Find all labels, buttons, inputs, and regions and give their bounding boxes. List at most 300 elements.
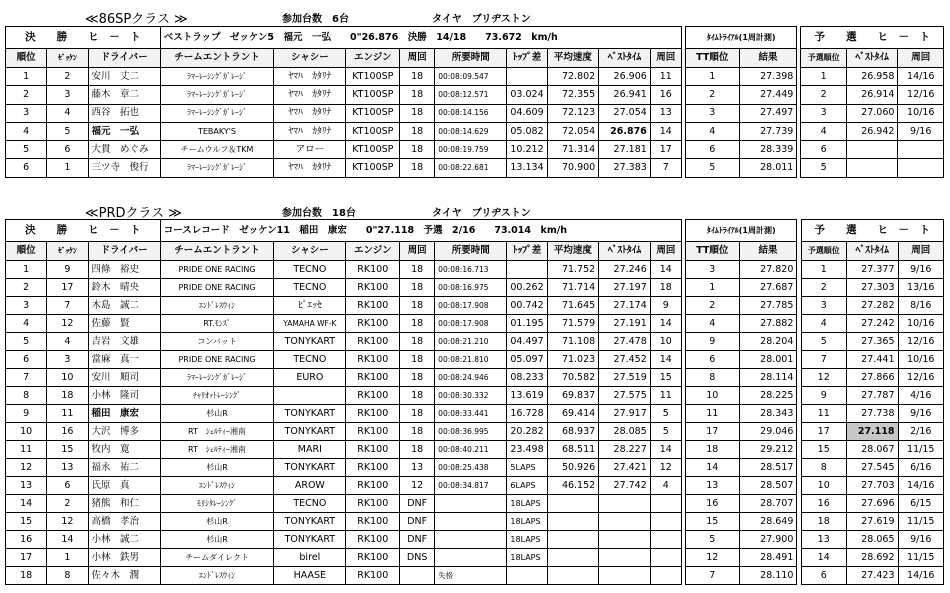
table-cell: 10 — [801, 477, 846, 495]
table-cell: 11/15 — [898, 513, 944, 531]
table-cell: 9 — [685, 333, 739, 351]
table-cell: 27.619 — [846, 513, 898, 531]
table-cell: TONYKART — [274, 513, 346, 531]
table-cell: 18 — [47, 387, 88, 405]
table-cell: 26.914 — [846, 86, 898, 104]
table-cell: RK100 — [346, 387, 400, 405]
table-cell: 27.054 — [599, 104, 651, 122]
table-cell: ｴﾝﾄﾞﾚｽｳｨﾝ — [160, 477, 273, 495]
table-cell: TECNO — [274, 279, 346, 297]
table-cell: 9/16 — [898, 405, 944, 423]
table-cell: RK100 — [346, 567, 400, 585]
table-cell: 00:08:14.629 — [435, 122, 507, 140]
table-cell: 5 — [685, 531, 739, 549]
table-row — [6, 477, 944, 495]
table-cell: 3 — [6, 104, 47, 122]
table-cell: 04.497 — [507, 333, 547, 351]
table-cell: 杉山R — [160, 513, 273, 531]
table-cell: 28.692 — [846, 549, 898, 567]
table-cell: TEBAKY'S — [160, 122, 274, 140]
table-cell — [507, 261, 547, 279]
table-cell: 28.067 — [846, 441, 898, 459]
table-cell: 1 — [685, 68, 739, 86]
column-header: 周回 — [898, 49, 944, 68]
table-cell: 7 — [650, 159, 681, 177]
table-cell: 27.738 — [846, 405, 898, 423]
table-cell: コンバット — [160, 333, 273, 351]
column-header: 周回 — [650, 242, 681, 261]
table-cell: 00:08:36.995 — [435, 423, 507, 441]
table-cell: 05.082 — [507, 122, 547, 140]
table-row — [6, 549, 944, 567]
table-cell: ﾗﾏｰﾚｰｼﾝｸﾞｶﾞﾚｰｼﾞ — [160, 369, 273, 387]
section-title: ≪86SPクラス ≫ — [85, 12, 188, 27]
table-cell: 00:08:12.571 — [435, 86, 507, 104]
table-cell: 大沢 博多 — [88, 423, 160, 441]
table-cell: 18LAPS — [507, 495, 547, 513]
table-cell: 26.942 — [846, 122, 898, 140]
table-cell: 28.065 — [846, 531, 898, 549]
table-cell: 27.191 — [599, 315, 651, 333]
banner-heat: 予 選 ヒ － ト — [801, 220, 943, 242]
banner-info: ベストラップ ゼッケン5 福元 一弘 0"26.876 決勝 14/18 73.672 km/h — [160, 27, 681, 49]
table-row — [6, 86, 944, 104]
table-cell: 00:08:19.759 — [435, 141, 507, 159]
table-cell: 27.181 — [599, 141, 651, 159]
table-cell: 00:08:09.547 — [435, 68, 507, 86]
table-cell: 11 — [650, 68, 681, 86]
table-cell: 8/16 — [898, 297, 944, 315]
table-cell: 小林 隆司 — [88, 387, 160, 405]
table-cell: 鈴木 晴央 — [88, 279, 160, 297]
table-row — [6, 387, 944, 405]
table-cell: 1 — [6, 68, 47, 86]
table-cell: 6/15 — [898, 495, 944, 513]
table-cell: 71.714 — [547, 279, 599, 297]
table-cell: 20.282 — [507, 423, 547, 441]
table-cell: 27.917 — [599, 405, 651, 423]
table-cell: 12 — [650, 459, 681, 477]
table-cell: YAMAHA WF-K — [274, 315, 346, 333]
table-cell: 27.742 — [599, 477, 651, 495]
table-cell: 吉岩 文雄 — [88, 333, 160, 351]
table-cell: 6 — [47, 477, 88, 495]
table-cell: 28.517 — [739, 459, 797, 477]
table-cell: KT100SP — [346, 122, 400, 140]
table-cell: 5 — [47, 122, 88, 140]
table-row — [6, 495, 944, 513]
table-cell: 小林 誠二 — [88, 531, 160, 549]
table-cell: 16 — [650, 86, 681, 104]
table-row — [6, 369, 944, 387]
table-cell: 00:08:17.908 — [435, 315, 507, 333]
table-cell: 福永 祐二 — [88, 459, 160, 477]
table-cell: RK100 — [346, 405, 400, 423]
table-cell: 7 — [685, 567, 739, 585]
table-cell: 11 — [650, 387, 681, 405]
column-header: 予選順位 — [801, 49, 846, 68]
table-cell: 13 — [6, 477, 47, 495]
table-row — [6, 351, 944, 369]
table-cell: チームダイレクト — [160, 549, 273, 567]
table-cell: 27.197 — [599, 279, 651, 297]
table-cell: 00:08:21.210 — [435, 333, 507, 351]
table-cell: 木島 誠二 — [88, 297, 160, 315]
table-cell: ﾗﾏｰﾚｰｼﾝｸﾞｶﾞﾚｰｼﾞ — [160, 86, 274, 104]
column-header: 平均速度 — [547, 49, 599, 68]
table-cell: 27.441 — [846, 351, 898, 369]
table-cell: 27.882 — [739, 315, 797, 333]
table-cell: 04.609 — [507, 104, 547, 122]
table-cell: 70.582 — [547, 369, 599, 387]
column-header: 周回 — [400, 242, 435, 261]
table-cell: 26.876 — [599, 122, 651, 140]
table-cell: 4 — [685, 315, 739, 333]
table-row — [6, 297, 944, 315]
table-cell: 00:08:33.441 — [435, 405, 507, 423]
table-cell: 5 — [650, 423, 681, 441]
table-cell: AROW — [274, 477, 346, 495]
table-cell: 15 — [801, 441, 846, 459]
table-cell: 27.242 — [846, 315, 898, 333]
table-cell: 50.926 — [547, 459, 599, 477]
table-cell: 05.097 — [507, 351, 547, 369]
table-cell: ｴﾝﾄﾞﾚｽｳｨﾝ — [160, 297, 273, 315]
table-cell: 5 — [6, 141, 47, 159]
table-cell: 5 — [6, 333, 47, 351]
table-cell — [599, 513, 651, 531]
table-cell: 12 — [47, 315, 88, 333]
table-row — [6, 405, 944, 423]
table-row — [6, 441, 944, 459]
table-cell: 70.900 — [547, 159, 599, 177]
table-cell: 10 — [6, 423, 47, 441]
table-cell: RK100 — [346, 549, 400, 567]
table-cell: 稲田 康宏 — [88, 405, 160, 423]
banner-row — [6, 220, 944, 242]
table-cell: 小林 鉄男 — [88, 549, 160, 567]
table-cell: 16 — [47, 423, 88, 441]
table-cell: 9 — [650, 297, 681, 315]
column-header: 予選順位 — [801, 242, 846, 261]
table-row — [6, 261, 944, 279]
column-header: 所要時間 — [435, 49, 507, 68]
table-cell: RK100 — [346, 333, 400, 351]
table-cell: TONYKART — [274, 405, 346, 423]
table-cell: 28.114 — [739, 369, 797, 387]
table-cell: 28.491 — [739, 549, 797, 567]
table-cell: KT100SP — [346, 68, 400, 86]
column-header: ﾄｯﾌﾟ差 — [507, 49, 547, 68]
table-cell: 4 — [47, 104, 88, 122]
table-cell: 27.687 — [739, 279, 797, 297]
table-cell: 6LAPS — [507, 477, 547, 495]
table-cell: 17 — [6, 549, 47, 567]
column-header: 周回 — [400, 49, 435, 68]
table-cell: 14 — [650, 261, 681, 279]
table-row — [6, 141, 944, 159]
column-header: エンジン — [346, 242, 400, 261]
table-cell: 69.414 — [547, 405, 599, 423]
table-cell: 藤木 章二 — [88, 86, 160, 104]
table-cell: 27.703 — [846, 477, 898, 495]
table-cell: 00:08:21.810 — [435, 351, 507, 369]
table-cell: 18 — [801, 513, 846, 531]
table-cell: 03.024 — [507, 86, 547, 104]
table-cell: 18 — [400, 68, 435, 86]
table-cell: RK100 — [346, 441, 400, 459]
table-cell: 28.011 — [739, 159, 797, 177]
table-cell: 5 — [650, 405, 681, 423]
table-cell: 27.365 — [846, 333, 898, 351]
table-cell: 15 — [650, 369, 681, 387]
table-cell: 11 — [801, 405, 846, 423]
table-cell: 27.421 — [599, 459, 651, 477]
table-cell: 28.339 — [739, 141, 797, 159]
table-cell: TONYKART — [274, 459, 346, 477]
table-cell: 3 — [801, 297, 846, 315]
table-cell: ﾗﾏｰﾚｰｼﾝｸﾞｶﾞﾚｰｼﾞ — [160, 104, 274, 122]
entrant-count: 参加台数 18台 — [282, 208, 356, 219]
table-cell: 71.023 — [547, 351, 599, 369]
table-cell: DNS — [400, 549, 435, 567]
tire-label: タイヤ ブリヂストン — [432, 14, 531, 25]
table-cell: 1 — [47, 549, 88, 567]
table-cell: 大貫 めぐみ — [88, 141, 160, 159]
column-header: ﾍﾞｽﾄﾀｲﾑ — [599, 49, 651, 68]
table-cell: RT ｼｪﾙﾃｨｰ湘南 — [160, 423, 273, 441]
table-cell: 7 — [47, 297, 88, 315]
table-cell: 18 — [400, 159, 435, 177]
table-cell: 16 — [685, 495, 739, 513]
table-cell: 18 — [400, 279, 435, 297]
table-cell: TECNO — [274, 261, 346, 279]
table-cell: 12 — [47, 513, 88, 531]
table-cell: 00:08:16.975 — [435, 279, 507, 297]
table-cell: 18LAPS — [507, 531, 547, 549]
table-cell: 00:08:22.681 — [435, 159, 507, 177]
table-cell: 27.478 — [599, 333, 651, 351]
table-cell: 6 — [801, 141, 846, 159]
column-header: TT順位 — [685, 242, 739, 261]
table-cell: 11 — [47, 405, 88, 423]
table-cell: 26.941 — [599, 86, 651, 104]
table-cell — [435, 495, 507, 513]
table-cell: 1 — [685, 279, 739, 297]
table-cell: 72.355 — [547, 86, 599, 104]
table-cell: 3 — [801, 104, 846, 122]
table-cell: TECNO — [274, 351, 346, 369]
table-cell: 72.123 — [547, 104, 599, 122]
table-cell: 10.212 — [507, 141, 547, 159]
table-cell: 23.498 — [507, 441, 547, 459]
table-cell: 2/16 — [898, 423, 944, 441]
table-cell: 5 — [801, 333, 846, 351]
table-cell: 杉山R — [160, 531, 273, 549]
table-cell: 14 — [650, 315, 681, 333]
table-cell: RK100 — [346, 495, 400, 513]
table-cell — [547, 567, 599, 585]
table-cell — [898, 159, 944, 177]
table-row — [6, 159, 944, 177]
table-cell: 當麻 真一 — [88, 351, 160, 369]
table-cell: RK100 — [346, 459, 400, 477]
column-header: シャシー — [274, 49, 346, 68]
table-cell: 27.246 — [599, 261, 651, 279]
table-cell: ﾗﾏｰﾚｰｼﾝｸﾞｶﾞﾚｰｼﾞ — [160, 159, 274, 177]
table-cell: 3 — [47, 351, 88, 369]
table-cell: 27.377 — [846, 261, 898, 279]
table-cell: 28.227 — [599, 441, 651, 459]
table-cell — [400, 567, 435, 585]
column-header: ドライバー — [88, 49, 160, 68]
table-cell: 16.728 — [507, 405, 547, 423]
column-header: ｾﾞｯｹﾝ — [47, 49, 88, 68]
table-cell: 27.452 — [599, 351, 651, 369]
table-cell: 71.314 — [547, 141, 599, 159]
column-header: ｾﾞｯｹﾝ — [47, 242, 88, 261]
table-cell: 11 — [685, 405, 739, 423]
table-cell: 10 — [47, 369, 88, 387]
table-cell: RK100 — [346, 369, 400, 387]
table-cell: 18 — [400, 122, 435, 140]
table-cell: 3 — [47, 86, 88, 104]
table-cell: 68.937 — [547, 423, 599, 441]
table-cell: PRIDE ONE RACING — [160, 279, 273, 297]
table-cell: 71.108 — [547, 333, 599, 351]
table-cell: 4 — [801, 122, 846, 140]
banner-main: 決 勝 ヒ － ト — [6, 27, 161, 49]
table-cell: 2 — [801, 279, 846, 297]
table-cell: DNF — [400, 531, 435, 549]
table-cell: 2 — [685, 86, 739, 104]
table-cell: 00:08:40.211 — [435, 441, 507, 459]
table-cell: 15 — [47, 441, 88, 459]
table-cell: EURO — [274, 369, 346, 387]
table-cell: ｴﾝﾄﾞﾚｽｳｨﾝ — [160, 567, 273, 585]
table-cell: 14/16 — [898, 477, 944, 495]
table-cell: 5 — [801, 159, 846, 177]
table-cell: 7 — [801, 351, 846, 369]
table-cell: 14 — [6, 495, 47, 513]
table-cell — [599, 495, 651, 513]
table-cell: 00.742 — [507, 297, 547, 315]
column-header: 周回 — [650, 49, 681, 68]
table-cell: 18 — [400, 333, 435, 351]
table-cell: 28.001 — [739, 351, 797, 369]
table-cell: 27.785 — [739, 297, 797, 315]
table-cell — [435, 549, 507, 567]
table-cell: 18LAPS — [507, 513, 547, 531]
table-cell: HAASE — [274, 567, 346, 585]
table-cell: 27.739 — [739, 122, 797, 140]
table-cell: RK100 — [346, 423, 400, 441]
results-table — [5, 219, 944, 585]
table-cell: 27.398 — [739, 68, 797, 86]
table-cell — [599, 549, 651, 567]
table-cell: 11 — [6, 441, 47, 459]
table-cell: RK100 — [346, 513, 400, 531]
column-header: TT順位 — [685, 49, 739, 68]
table-row — [6, 279, 944, 297]
table-cell: 佐々木 潤 — [88, 567, 160, 585]
banner-row — [6, 27, 944, 49]
table-cell: 9/16 — [898, 122, 944, 140]
table-cell: 9/16 — [898, 261, 944, 279]
table-cell: 6 — [6, 351, 47, 369]
table-cell: 4 — [685, 122, 739, 140]
table-cell: 28.110 — [739, 567, 797, 585]
table-cell: MARI — [274, 441, 346, 459]
table-cell: RK100 — [346, 531, 400, 549]
table-cell: 00:08:14.156 — [435, 104, 507, 122]
column-header: 結果 — [739, 49, 797, 68]
table-cell: PRIDE ONE RACING — [160, 261, 273, 279]
table-cell: 17 — [650, 141, 681, 159]
table-cell: 杉山R — [160, 459, 273, 477]
table-cell: 失格 — [435, 567, 507, 585]
table-cell: ﾔﾏﾊ ｶﾀﾘﾅ — [274, 104, 346, 122]
table-cell: RK100 — [346, 315, 400, 333]
table-row — [6, 423, 944, 441]
table-cell: 18 — [650, 279, 681, 297]
table-cell: ﾁｬﾘｵｯﾄﾚｰｼﾝｸﾞ — [160, 387, 273, 405]
column-header: チームエントラント — [160, 242, 273, 261]
entrant-count: 参加台数 6台 — [282, 14, 349, 25]
table-cell: 27.282 — [846, 297, 898, 315]
table-cell: 福元 一弘 — [88, 122, 160, 140]
column-header: 平均速度 — [547, 242, 599, 261]
table-cell: 69.837 — [547, 387, 599, 405]
table-cell: 15 — [685, 513, 739, 531]
table-cell: 6 — [685, 351, 739, 369]
table-cell — [507, 567, 547, 585]
table-cell: TONYKART — [274, 531, 346, 549]
table-cell: 14/16 — [898, 567, 944, 585]
table-cell — [274, 387, 346, 405]
table-cell: 08.233 — [507, 369, 547, 387]
table-cell: ﾔﾏﾊ ｶﾀﾘﾅ — [274, 159, 346, 177]
table-cell: 27.118 — [846, 423, 898, 441]
table-cell: RK100 — [346, 279, 400, 297]
table-cell: 27.060 — [846, 104, 898, 122]
table-cell: 14 — [801, 549, 846, 567]
table-cell — [547, 549, 599, 567]
table-cell: 3 — [6, 297, 47, 315]
table-cell: 27.303 — [846, 279, 898, 297]
table-cell: 27.900 — [739, 531, 797, 549]
table-cell: PRIDE ONE RACING — [160, 351, 273, 369]
table-cell: 00:08:30.332 — [435, 387, 507, 405]
table-cell: 18 — [400, 104, 435, 122]
table-cell: 13/16 — [898, 279, 944, 297]
table-cell: 12 — [6, 459, 47, 477]
table-cell: RK100 — [346, 351, 400, 369]
table-cell: KT100SP — [346, 159, 400, 177]
table-cell: 5LAPS — [507, 459, 547, 477]
table-cell: 4 — [6, 315, 47, 333]
table-cell — [599, 567, 651, 585]
table-cell: 8 — [47, 567, 88, 585]
table-cell: 9 — [801, 387, 846, 405]
table-cell: 2 — [47, 68, 88, 86]
table-cell — [547, 495, 599, 513]
table-cell: 00:08:25.438 — [435, 459, 507, 477]
column-header: 周回 — [898, 242, 944, 261]
table-cell — [846, 159, 898, 177]
table-cell: 18 — [400, 86, 435, 104]
table-cell: TONYKART — [274, 333, 346, 351]
